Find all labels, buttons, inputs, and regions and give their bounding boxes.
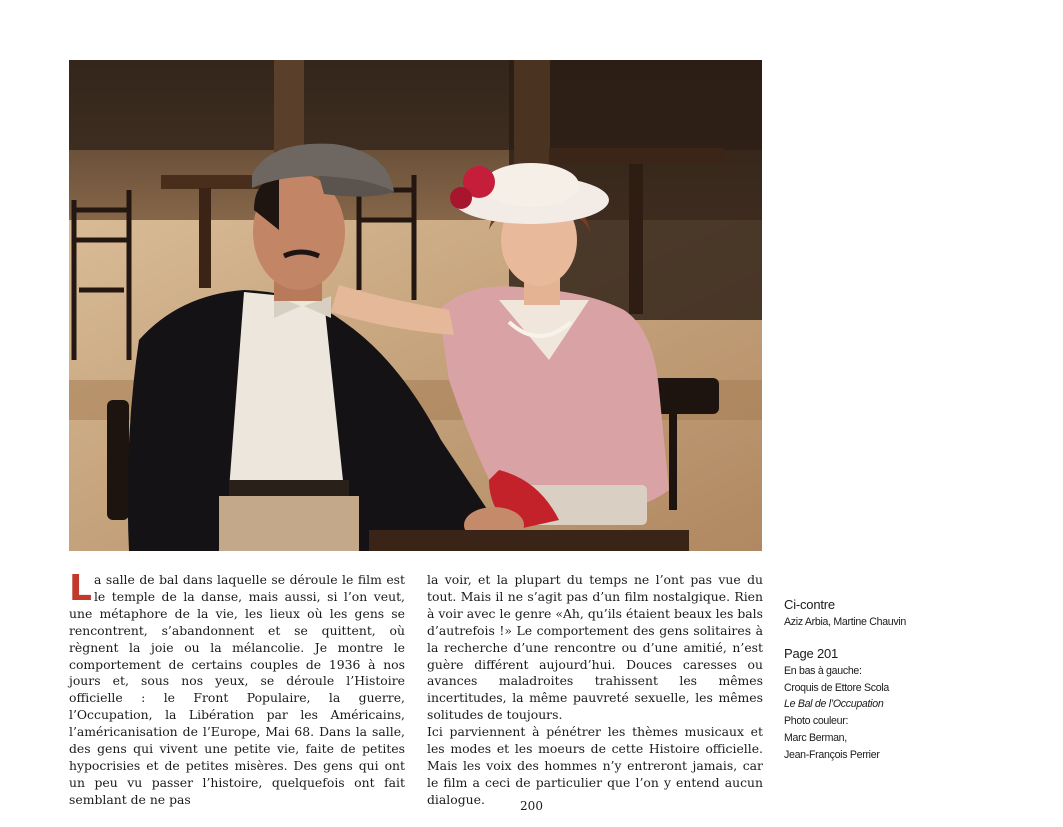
page-number: 200 xyxy=(520,799,543,813)
film-still-photo xyxy=(69,60,762,551)
body-paragraph-3: Ici parviennent à pénétrer les thèmes musicaux et les modes et les moeurs de cette Histoire officielle. Mais les voix des hommes n’y entreront jamais, car le film a ceci de particulier que l’on y entend aucun dialogue. xyxy=(427,724,763,807)
caption-heading-page: Page 201 xyxy=(784,645,839,661)
caption-line-title: Le Bal de l’Occupation xyxy=(784,698,884,711)
caption-line-photo: Photo couleur: xyxy=(784,715,849,728)
caption-actors: Aziz Arbia, Martine Chauvin xyxy=(784,616,907,628)
body-text-left-column xyxy=(69,568,405,809)
caption-line-sketch: Croquis de Ettore Scola xyxy=(784,681,889,694)
photo-caption xyxy=(784,596,974,764)
caption-line-photographer-2: Jean-François Perrier xyxy=(784,748,880,761)
drop-cap: L xyxy=(69,568,92,609)
caption-heading-ci-contre: Ci-contre xyxy=(784,597,835,612)
film-still-illustration xyxy=(69,60,762,551)
caption-line-position: En bas à gauche: xyxy=(784,664,862,677)
caption-line-photographer-1: Marc Berman, xyxy=(784,731,847,744)
body-paragraph-1-text: a salle de bal dans laquelle se déroule le film est le temple de la danse, mais aussi, si l’on veut, une métaphore de la vie, les lieux où les gens se rencontrent, s’abandonnent et se quittent, où règnent la joie ou la mélancolie. Je montre le comportement de certains couples de 1936 à nos jours et, sous nos yeux, se déroule l’Histoire officielle : le Front Populaire, la guerre, l’Occupation, la Libération par les Américains, l’américanisation de l’Europe, Mai 68. Dans la salle, des gens qui vivent une petite vie, faite de petites hypocrisies et de petites misères. Des gens qui ont un peu vu passer l’histoire, quelquefois ont fait semblant de ne pas xyxy=(69,572,405,807)
body-paragraph-2: la voir, et la plupart du temps ne l’ont pas vue du tout. Mais il ne s’agit pas d’un film nostalgique. Rien à voir avec le genre «Ah, qu’ils étaient beaux les bals d’autrefois !» Le comportement des gens solitaires à la recherche d’une rencontre ou d’une amitié, n’est guère différent aujourd’hui. Douces caresses ou avances maladroites trahissent les mêmes incertitudes, la même pauvreté sexuelle, les mêmes solitudes de toujours. xyxy=(427,572,763,723)
body-text-right-column xyxy=(427,572,763,809)
body-paragraph-1 xyxy=(69,568,405,809)
